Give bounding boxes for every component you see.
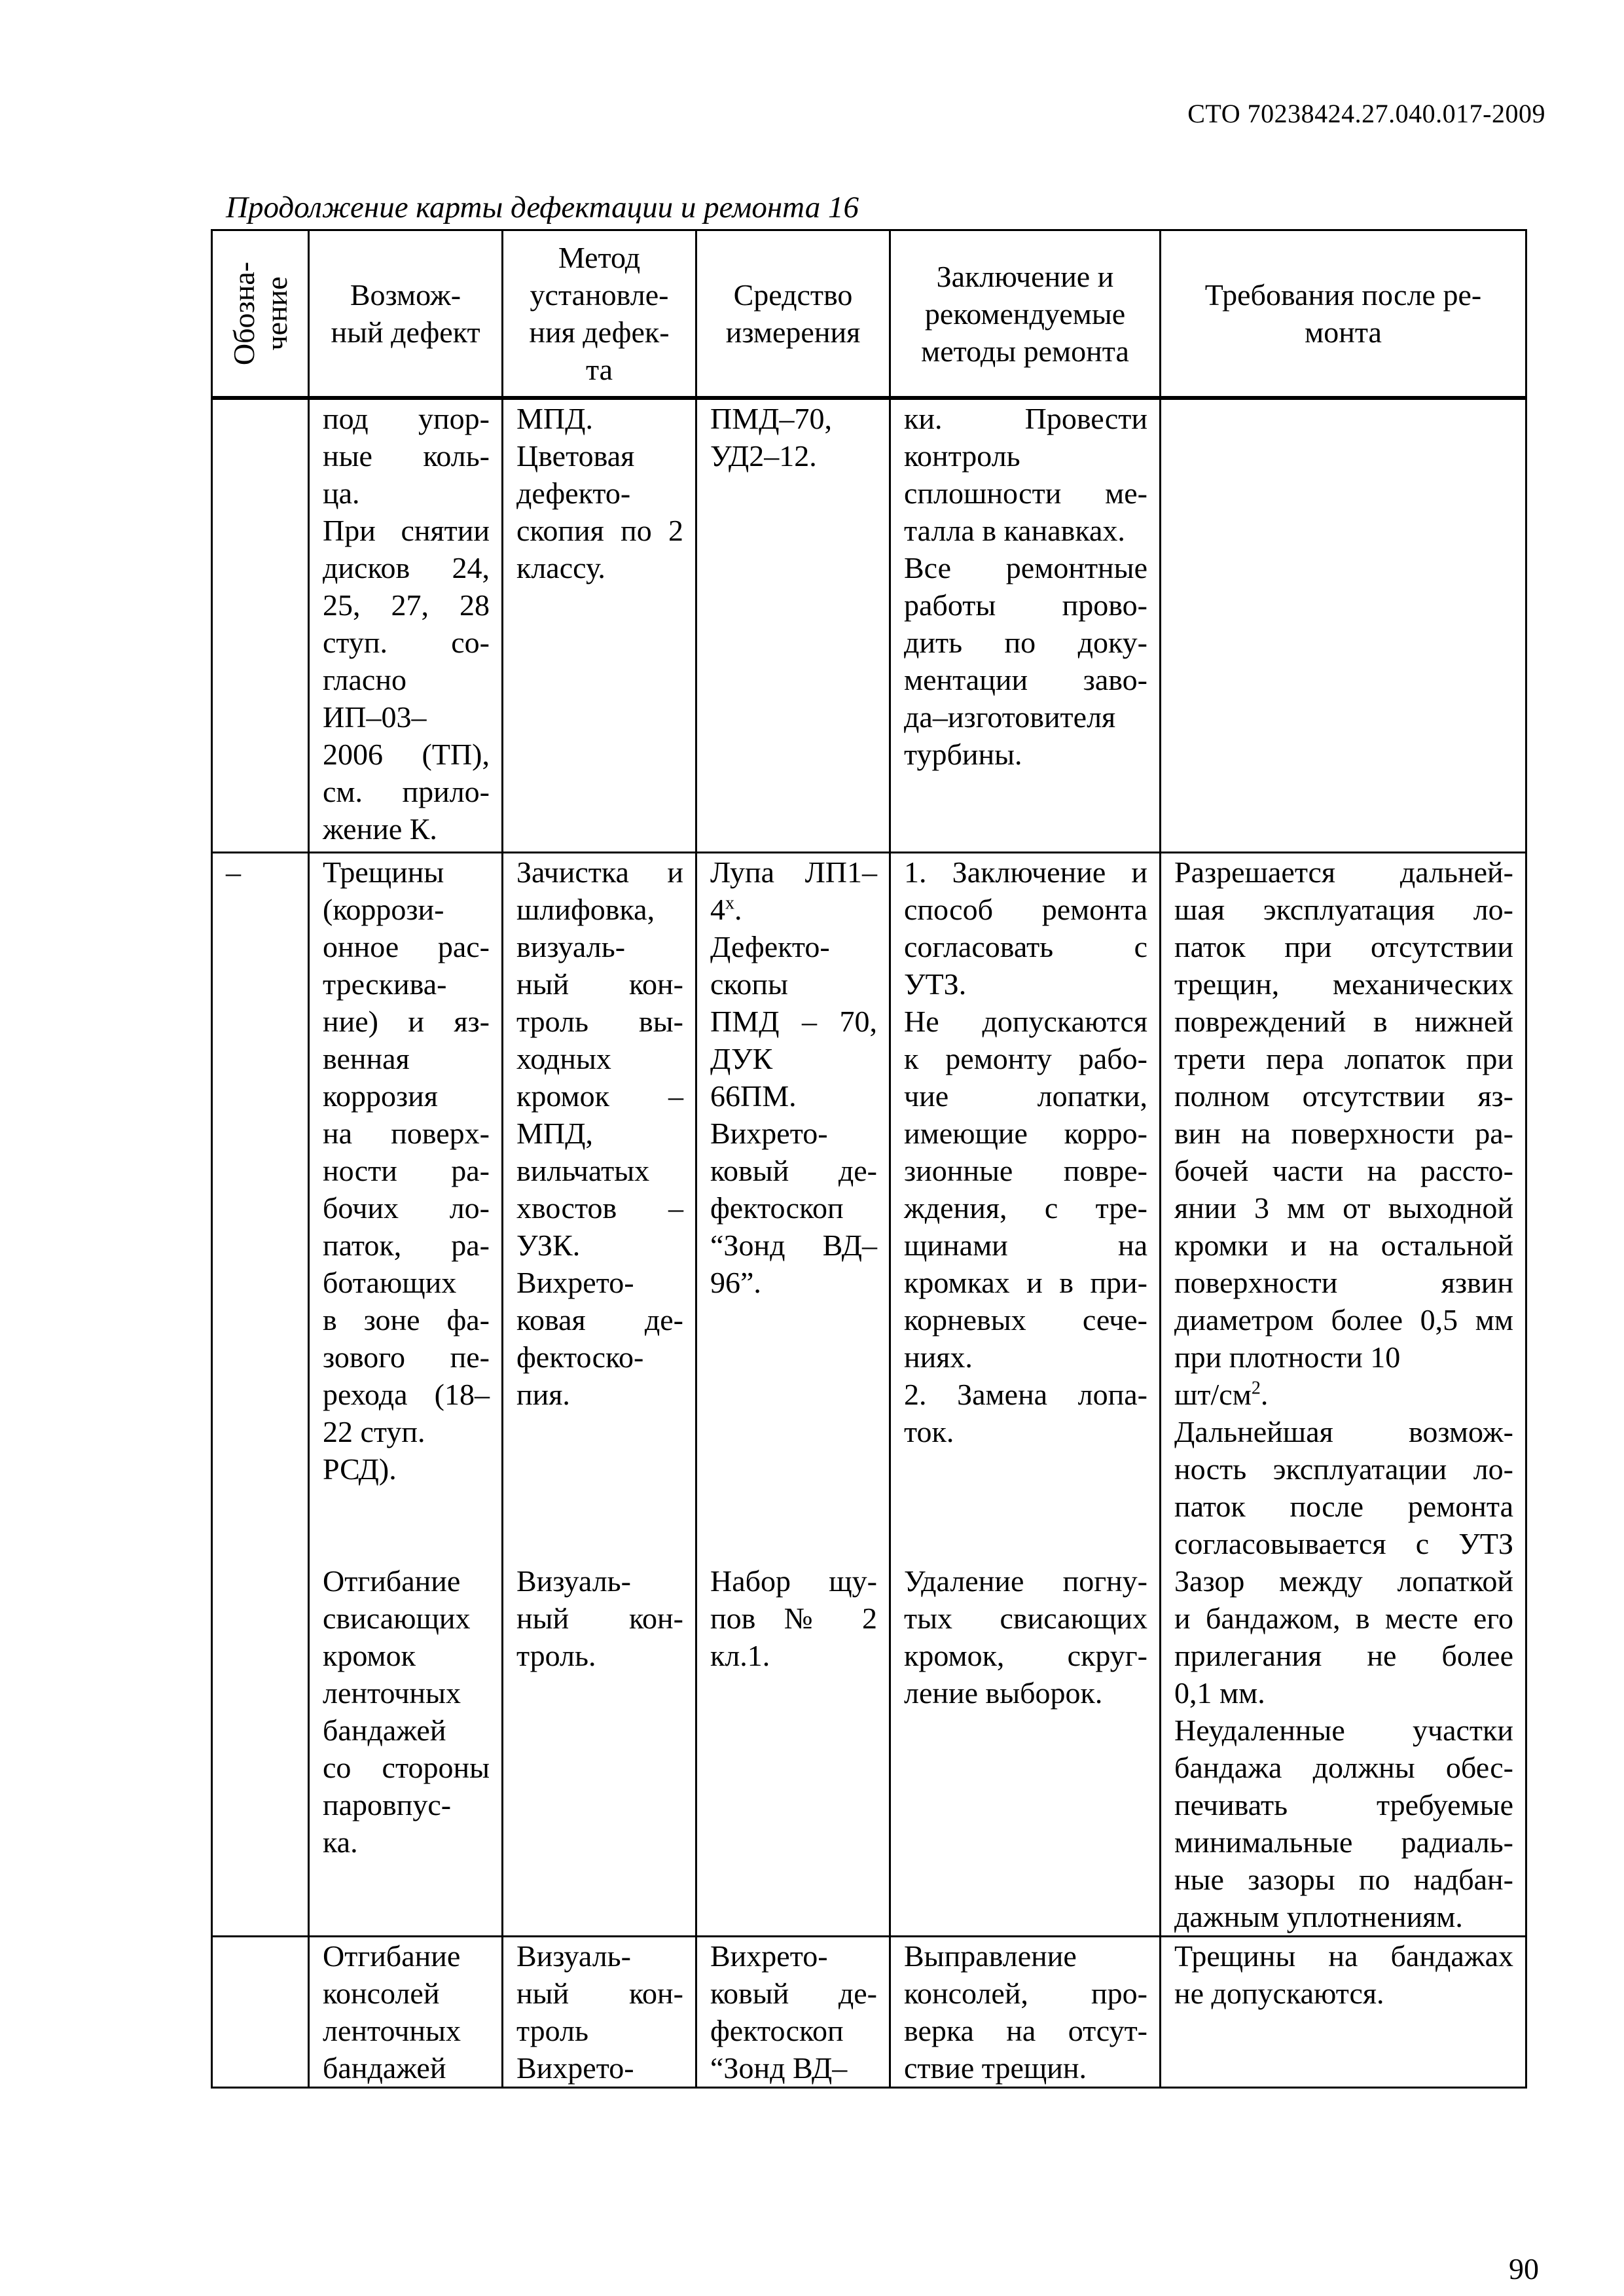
header-designation-text bbox=[228, 262, 293, 365]
cell-line: Не допускаются bbox=[904, 1005, 1147, 1038]
cell-line: Зачистка и bbox=[516, 855, 683, 889]
cell-line: скопия по 2 bbox=[516, 514, 683, 547]
cell-line: Вихрето- bbox=[710, 1939, 828, 1973]
cell-line: ждения, с тре- bbox=[904, 1191, 1147, 1225]
cell-line: ленточных bbox=[323, 2014, 461, 2047]
cell-line: под упор- bbox=[323, 402, 490, 435]
cell-line bbox=[710, 1301, 877, 1338]
cell-tool bbox=[696, 1937, 890, 2088]
cell-line: Выправление bbox=[904, 1939, 1077, 1973]
cell-line: Вихрето- bbox=[710, 1117, 828, 1150]
header-method-text bbox=[510, 239, 689, 388]
cell-line: трескива- bbox=[323, 967, 447, 1001]
cell-conclusion bbox=[890, 1937, 1161, 2088]
cell-line: паток после ремонта bbox=[1174, 1490, 1513, 1523]
cell-line: способ ремонта bbox=[904, 893, 1147, 926]
requirements-unit-tail: . bbox=[1260, 1378, 1269, 1411]
cell-line: паток, ра- bbox=[323, 1229, 490, 1262]
cell-line: на поверх- bbox=[323, 1117, 490, 1150]
cell-line: Все ремонтные bbox=[904, 551, 1147, 584]
cell-line: кромок bbox=[323, 1639, 416, 1672]
cell-line: прилегания не более bbox=[1174, 1639, 1513, 1672]
cell-line bbox=[904, 1450, 1147, 1488]
cell-line: 22 ступ. bbox=[323, 1415, 425, 1448]
cell-line: классу. bbox=[516, 551, 605, 584]
cell-line: фектоско- bbox=[516, 1340, 644, 1374]
cell-line bbox=[710, 1450, 877, 1488]
cell-line bbox=[710, 1525, 877, 1562]
header-tool bbox=[696, 230, 890, 399]
cell-line: повреждений в нижней bbox=[1174, 1005, 1513, 1038]
cell-designation bbox=[212, 1937, 309, 2088]
cell-line: При снятии bbox=[323, 514, 490, 547]
tool-lupa-number: 4 bbox=[710, 893, 725, 926]
cell-line: онное рас- bbox=[323, 930, 490, 963]
cell-line: верка на отсут- bbox=[904, 2014, 1147, 2047]
header-line: ный дефект bbox=[331, 315, 480, 349]
cell-line: ниях. bbox=[904, 1340, 973, 1374]
cell-defect bbox=[309, 853, 503, 1937]
cell-line: дефекто- bbox=[516, 476, 631, 510]
cell-line: диаметром более 0,5 мм bbox=[1174, 1303, 1513, 1336]
cell-line: печивать требуемые bbox=[1174, 1788, 1513, 1821]
cell-line: ки. Провести bbox=[904, 402, 1147, 435]
cell-line: кромок, скруг- bbox=[904, 1639, 1147, 1672]
cell-line: согласовывается с УТЗ bbox=[1174, 1527, 1513, 1560]
cell-line: фектоскоп bbox=[710, 2014, 844, 2047]
cell-line: чие лопатки, bbox=[904, 1079, 1147, 1113]
cell-tool bbox=[696, 398, 890, 853]
cell-line: Вихрето- bbox=[516, 1266, 634, 1299]
cell-line: ПМД – 70, bbox=[710, 1005, 877, 1038]
cell-line: МПД, bbox=[516, 1117, 593, 1150]
cell-line: скопы bbox=[710, 967, 788, 1001]
cell-line: Дальнейшая возмож- bbox=[1174, 1415, 1513, 1448]
cell-line: рехода (18– bbox=[323, 1378, 490, 1411]
cell-line: 1. Заключение и bbox=[904, 855, 1147, 889]
cell-defect bbox=[309, 398, 503, 853]
cell-line: корневых сече- bbox=[904, 1303, 1147, 1336]
cell-line bbox=[710, 1488, 877, 1525]
cell-requirements bbox=[1161, 398, 1526, 853]
cell-line: ца. bbox=[323, 476, 360, 510]
cell-line bbox=[323, 1525, 490, 1562]
cell-line: бочей части на рассто- bbox=[1174, 1154, 1513, 1187]
header-defect bbox=[309, 230, 503, 399]
cell-line: УД2–12. bbox=[710, 439, 817, 473]
cell-line bbox=[904, 1525, 1147, 1562]
cell-line: ние) и яз- bbox=[323, 1005, 490, 1038]
cell-line: ный кон- bbox=[516, 967, 683, 1001]
cell-line: бочих ло- bbox=[323, 1191, 490, 1225]
cell-line bbox=[516, 1413, 683, 1450]
header-line: Возмож- bbox=[350, 278, 461, 312]
cell-line: 96”. bbox=[710, 1266, 761, 1299]
cell-line: турбины. bbox=[904, 738, 1022, 771]
header-line: Средство bbox=[733, 278, 853, 312]
cell-line: Вихрето- bbox=[516, 2051, 634, 2085]
cell-line: кромки и на остальной bbox=[1174, 1229, 1513, 1262]
requirements-unit: шт/см bbox=[1174, 1378, 1252, 1411]
cell-line: ные зазоры по надбан- bbox=[1174, 1863, 1513, 1896]
cell-line: ментации заво- bbox=[904, 663, 1147, 696]
cell-line: ПМД–70, bbox=[710, 402, 832, 435]
cell-line: к ремонту рабо- bbox=[904, 1042, 1147, 1075]
header-line: рекомендуемые bbox=[924, 296, 1126, 331]
cell-line: дить по доку- bbox=[904, 626, 1147, 659]
cell-line: Цветовая bbox=[516, 439, 635, 473]
cell-line: Отгибание bbox=[323, 1939, 461, 1973]
cell-line: минимальные радиаль- bbox=[1174, 1825, 1513, 1859]
cell-line: шлифовка, bbox=[516, 893, 655, 926]
tool-lupa-line: Лупа ЛП1– bbox=[710, 855, 877, 889]
cell-line: консолей bbox=[323, 1977, 440, 2010]
cell-line: 2. Замена лопа- bbox=[904, 1378, 1147, 1411]
cell-defect bbox=[309, 1937, 503, 2088]
cell-line: ковый де- bbox=[710, 1154, 877, 1187]
cell-line: дисков 24, bbox=[323, 551, 490, 584]
cell-line: ступ. со- bbox=[323, 626, 490, 659]
cell-designation: – bbox=[212, 853, 309, 1937]
header-line: Обозна- bbox=[226, 261, 261, 366]
header-line: Требования после ре- bbox=[1204, 278, 1482, 312]
cell-line: Трещины bbox=[323, 855, 444, 889]
cell-line: жение К. bbox=[323, 812, 437, 846]
cell-line: Трещины на бандажах bbox=[1174, 1939, 1513, 1973]
header-tool-text bbox=[704, 276, 882, 351]
cell-line: контроль bbox=[904, 439, 1020, 473]
cell-line: дажным уплотнениям. bbox=[1174, 1900, 1463, 1933]
cell-designation bbox=[212, 398, 309, 853]
cell-line: пов № 2 bbox=[710, 1602, 877, 1635]
cell-line: паровпус- bbox=[323, 1788, 452, 1821]
cell-line: ности ра- bbox=[323, 1154, 490, 1187]
cell-line: см. прило- bbox=[323, 775, 490, 808]
cell-line: “Зонд ВД– bbox=[710, 2051, 848, 2085]
cell-line: кромок – bbox=[516, 1079, 683, 1113]
cell-line: кромках и в при- bbox=[904, 1266, 1147, 1299]
requirements-unit-line bbox=[1174, 1376, 1513, 1413]
tool-list bbox=[710, 928, 877, 1674]
cell-line: визуаль- bbox=[516, 930, 626, 963]
cell-line bbox=[710, 1338, 877, 1376]
cell-requirements bbox=[1161, 1937, 1526, 2088]
cell-line: Отгибание bbox=[323, 1564, 461, 1598]
cell-line: шая эксплуатация ло- bbox=[1174, 893, 1513, 926]
cell-line: работы прово- bbox=[904, 588, 1147, 622]
requirements-unit-superscript: 2 bbox=[1251, 1378, 1261, 1399]
header-line: чение bbox=[259, 276, 293, 351]
cell-line: МПД. bbox=[516, 402, 593, 435]
cell-line: вин на поверхности ра- bbox=[1174, 1117, 1513, 1150]
cell-tool bbox=[696, 853, 890, 1937]
cell-line bbox=[710, 1376, 877, 1413]
cell-line: зионные повре- bbox=[904, 1154, 1147, 1187]
cell-line bbox=[904, 1488, 1147, 1525]
cell-conclusion bbox=[890, 398, 1161, 853]
header-conclusion bbox=[890, 230, 1161, 399]
cell-line: имеющие корро- bbox=[904, 1117, 1147, 1150]
cell-line: гласно bbox=[323, 663, 406, 696]
cell-line bbox=[710, 1413, 877, 1450]
cell-line: трещин, механических bbox=[1174, 967, 1513, 1001]
cell-line: ствие трещин. bbox=[904, 2051, 1087, 2085]
cell-line: зового пе- bbox=[323, 1340, 490, 1374]
cell-line: Зазор между лопаткой bbox=[1174, 1564, 1513, 1598]
cell-line: талла в канавках. bbox=[904, 514, 1125, 547]
cell-line: ность эксплуатации ло- bbox=[1174, 1452, 1513, 1486]
cell-line: “Зонд ВД– bbox=[710, 1229, 877, 1262]
header-conclusion-text bbox=[897, 258, 1153, 370]
header-defect-text bbox=[316, 276, 495, 351]
cell-line: янии 3 мм от выходной bbox=[1174, 1191, 1513, 1225]
header-line: та bbox=[585, 353, 613, 386]
cell-line: свисающих bbox=[323, 1602, 471, 1635]
table-header-row bbox=[212, 230, 1526, 399]
header-line: Метод bbox=[558, 241, 641, 274]
document-code: СТО 70238424.27.040.017-2009 bbox=[1187, 99, 1545, 128]
cell-line: вильчатых bbox=[516, 1154, 650, 1187]
cell-line: коррозия bbox=[323, 1079, 438, 1113]
cell-line: УЗК. bbox=[516, 1229, 581, 1262]
cell-line: хвостов – bbox=[516, 1191, 683, 1225]
cell-line: бандажей bbox=[323, 1713, 446, 1747]
cell-line: 2006 (ТП), bbox=[323, 738, 490, 771]
cell-line: ходных bbox=[516, 1042, 611, 1075]
table-row bbox=[212, 1937, 1526, 2088]
cell-line: Визуаль- bbox=[516, 1564, 631, 1598]
cell-line: Набор щу- bbox=[710, 1564, 877, 1598]
cell-line: 0,1 мм. bbox=[1174, 1676, 1265, 1710]
table-caption: Продолжение карты дефектации и ремонта 16 bbox=[226, 190, 859, 224]
cell-line: ка. bbox=[323, 1825, 358, 1859]
cell-line: щинами на bbox=[904, 1229, 1147, 1262]
cell-line: паток при отсутствии bbox=[1174, 930, 1513, 963]
cell-line: ление выборок. bbox=[904, 1676, 1103, 1710]
cell-line: трети пера лопаток при bbox=[1174, 1042, 1513, 1075]
cell-line: Неудаленные участки bbox=[1174, 1713, 1513, 1747]
cell-line: Удаление погну- bbox=[904, 1564, 1147, 1598]
cell-line: ковый де- bbox=[710, 1977, 877, 2010]
cell-line bbox=[516, 1525, 683, 1562]
cell-line: со стороны bbox=[323, 1751, 490, 1784]
cell-line: ботающих bbox=[323, 1266, 457, 1299]
header-line: монта bbox=[1305, 315, 1382, 349]
cell-line: ковая де- bbox=[516, 1303, 683, 1336]
cell-line: полном отсутствии яз- bbox=[1174, 1079, 1513, 1113]
cell-line: при плотности 10 bbox=[1174, 1340, 1401, 1374]
cell-line bbox=[516, 1450, 683, 1488]
requirements-part-1 bbox=[1174, 853, 1513, 1376]
cell-line: ный кон- bbox=[516, 1977, 683, 2010]
header-line: Заключение и bbox=[936, 259, 1114, 293]
cell-line: и бандажом, в месте его bbox=[1174, 1602, 1513, 1635]
cell-line: Визуаль- bbox=[516, 1939, 631, 1973]
cell-line: 25, 27, 28 bbox=[323, 588, 490, 622]
cell-line: согласовать с bbox=[904, 930, 1147, 963]
cell-line: поверхности язвин bbox=[1174, 1266, 1513, 1299]
header-requirements-text bbox=[1168, 276, 1519, 351]
cell-line: 66ПМ. bbox=[710, 1079, 797, 1113]
table-row bbox=[212, 398, 1526, 853]
cell-line: бандажа должны обес- bbox=[1174, 1751, 1513, 1784]
cell-line: троль вы- bbox=[516, 1005, 683, 1038]
cell-line: да–изготовителя bbox=[904, 700, 1116, 734]
defect-repair-table bbox=[211, 229, 1527, 2089]
cell-line: ток. bbox=[904, 1415, 954, 1448]
cell-conclusion bbox=[890, 853, 1161, 1937]
tool-lupa-grade: $4^х$. bbox=[710, 893, 742, 926]
header-line: измерения bbox=[725, 315, 861, 349]
table-row bbox=[212, 853, 1526, 1937]
cell-line: ленточных bbox=[323, 1676, 461, 1710]
cell-line: Дефекто- bbox=[710, 930, 830, 963]
cell-line: ный кон- bbox=[516, 1602, 683, 1635]
header-line: методы ремонта bbox=[921, 334, 1129, 368]
cell-line: фектоскоп bbox=[710, 1191, 844, 1225]
header-line: установле- bbox=[530, 278, 669, 312]
cell-method bbox=[503, 1937, 696, 2088]
cell-method bbox=[503, 398, 696, 853]
cell-line: тых свисающих bbox=[904, 1602, 1147, 1635]
cell-line bbox=[323, 1488, 490, 1525]
header-designation bbox=[212, 230, 309, 399]
cell-line: УТЗ. bbox=[904, 967, 967, 1001]
cell-line: венная bbox=[323, 1042, 410, 1075]
cell-line: кл.1. bbox=[710, 1639, 770, 1672]
cell-line: РСД). bbox=[323, 1452, 397, 1486]
cell-line: не допускаются. bbox=[1174, 1977, 1384, 2010]
cell-line: ДУК bbox=[710, 1042, 773, 1075]
cell-line: бандажей bbox=[323, 2051, 446, 2085]
cell-line: ИП–03– bbox=[323, 700, 427, 734]
cell-line: консолей, про- bbox=[904, 1977, 1147, 2010]
cell-line: сплошности ме- bbox=[904, 476, 1147, 510]
header-requirements bbox=[1161, 230, 1526, 399]
cell-line: троль. bbox=[516, 1639, 596, 1672]
cell-line: Разрешается дальней- bbox=[1174, 855, 1513, 889]
requirements-part-2 bbox=[1174, 1413, 1513, 1935]
tool-lupa-superscript: х bbox=[725, 893, 734, 914]
cell-line: троль bbox=[516, 2014, 588, 2047]
cell-line: ные коль- bbox=[323, 439, 490, 473]
cell-line: пия. bbox=[516, 1378, 570, 1411]
cell-line: (коррози- bbox=[323, 893, 444, 926]
cell-method bbox=[503, 853, 696, 1937]
page-number: 90 bbox=[1509, 2252, 1539, 2286]
cell-requirements bbox=[1161, 853, 1526, 1937]
cell-line bbox=[516, 1488, 683, 1525]
header-method bbox=[503, 230, 696, 399]
header-line: ния дефек- bbox=[529, 315, 670, 349]
cell-line: в зоне фа- bbox=[323, 1303, 490, 1336]
